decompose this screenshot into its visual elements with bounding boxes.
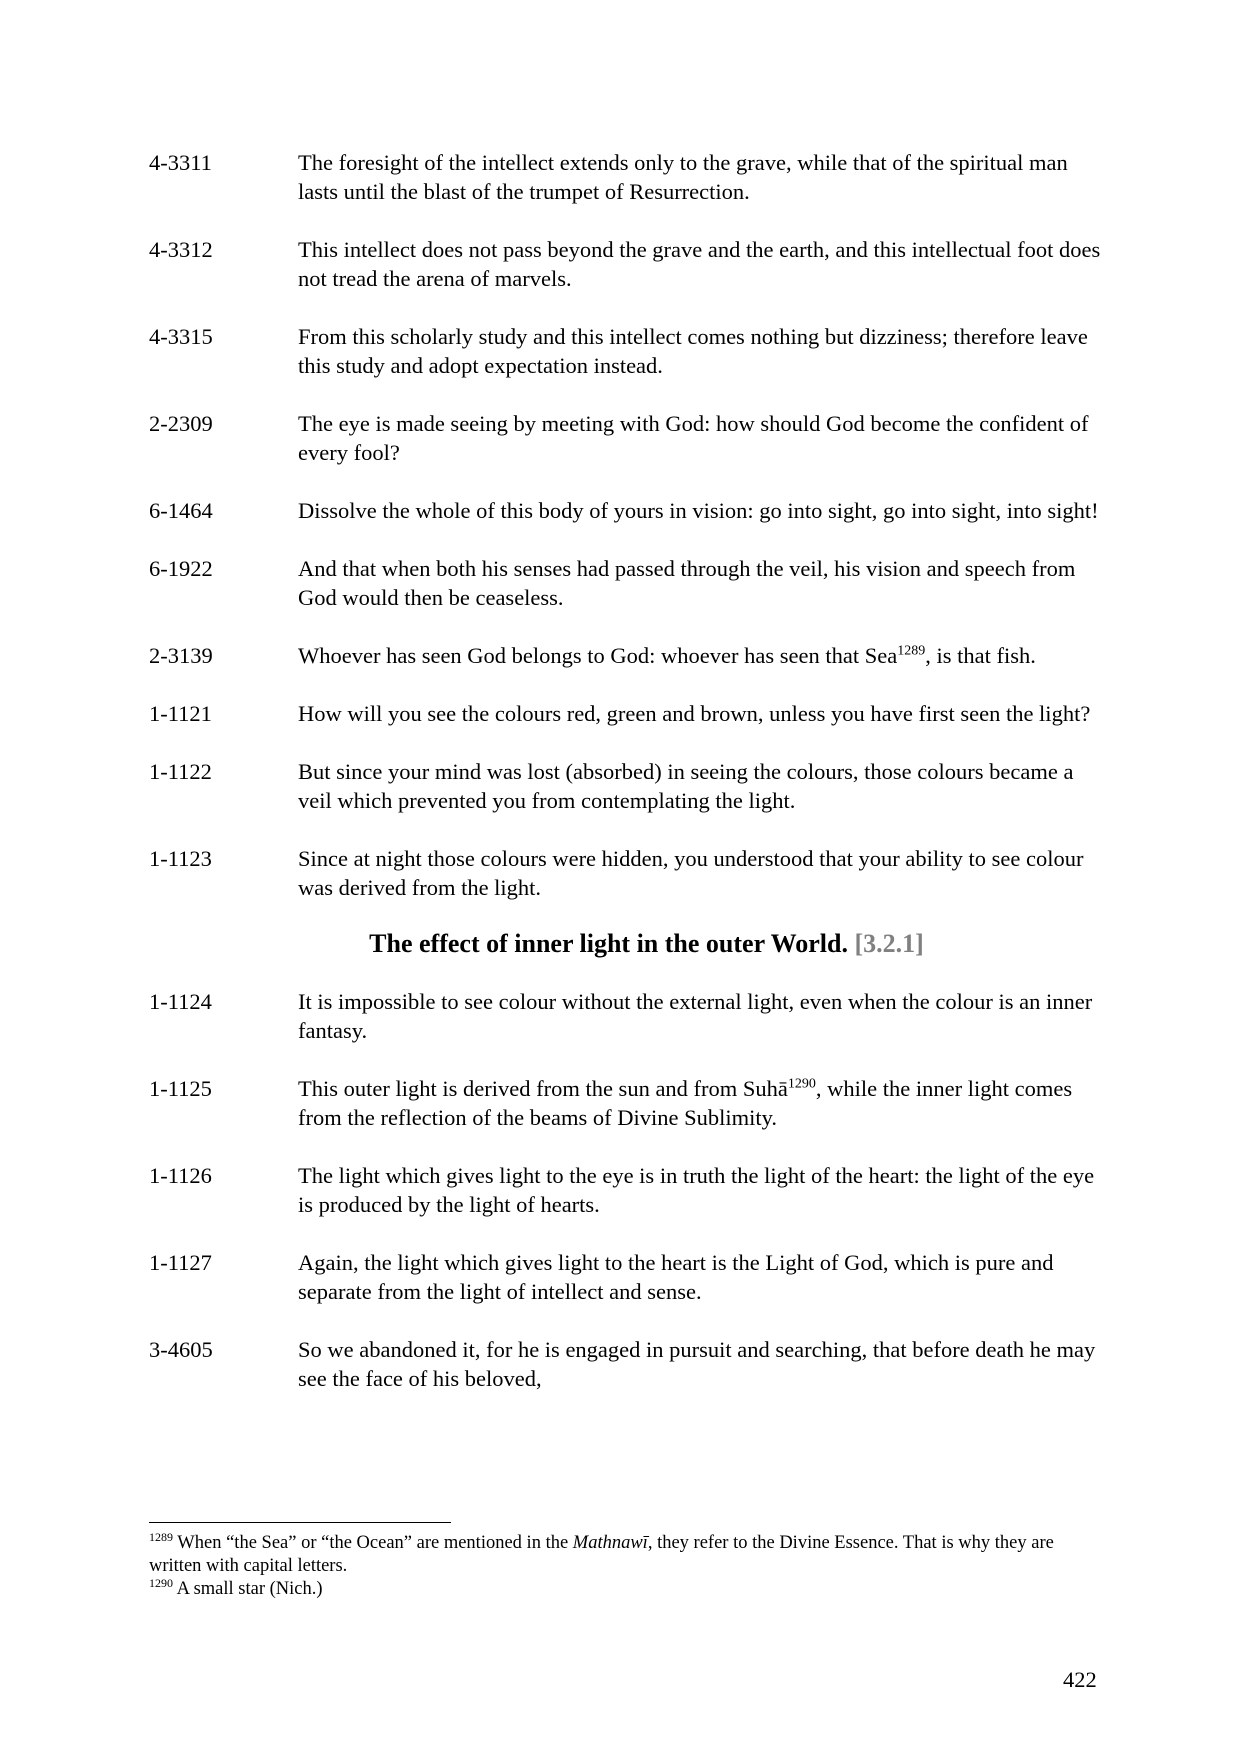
footnote xyxy=(149,1575,1069,1601)
verse-number: 1-1126 xyxy=(149,1163,212,1188)
verse-text-part: Whoever has seen God belongs to God: whoever has seen that Sea xyxy=(298,643,898,668)
verse-text xyxy=(298,641,1104,670)
footnotes xyxy=(149,1529,1069,1601)
section-heading xyxy=(149,927,1104,961)
verse-entry xyxy=(149,148,1104,206)
footnote xyxy=(149,1529,1069,1578)
verse-entry xyxy=(149,496,1104,525)
verse-entry xyxy=(149,409,1104,467)
verse-text: It is impossible to see colour without the external light, even when the colour is an inner fantasy. xyxy=(298,989,1093,1043)
footnote-number: 1289 xyxy=(149,1529,173,1544)
verse-number: 2-2309 xyxy=(149,411,213,436)
footnote-italic: Mathnawī xyxy=(572,1533,648,1553)
verse-text: The eye is made seeing by meeting with God: how should God become the confident of every fool? xyxy=(298,411,1089,465)
verse-entry xyxy=(149,1335,1104,1393)
verse-text: How will you see the colours red, green and brown, unless you have first seen the light? xyxy=(298,701,1091,726)
verse-text: The foresight of the intellect extends only to the grave, while that of the spiritual man lasts until the blast of the trumpet of Resurrection. xyxy=(298,150,1068,204)
verse-entry xyxy=(149,1074,1104,1132)
footnote-text: When “the Sea” or “the Ocean” are mentioned in the xyxy=(173,1533,573,1553)
verse-number: 1-1125 xyxy=(149,1076,212,1101)
verse-entry xyxy=(149,1248,1104,1306)
verse-text: Dissolve the whole of this body of yours in vision: go into sight, go into sight, into sight! xyxy=(298,498,1099,523)
footnote-ref: 1289 xyxy=(897,643,926,659)
footnote-ref: 1290 xyxy=(787,1076,816,1092)
verse-entry xyxy=(149,757,1104,815)
heading-title: The effect of inner light in the outer World. xyxy=(369,929,848,958)
verse-text xyxy=(298,1074,1104,1132)
verse-entry xyxy=(149,554,1104,612)
verse-text: The light which gives light to the eye is in truth the light of the heart: the light of the eye is produced by the light of hearts. xyxy=(298,1163,1095,1217)
verse-entry xyxy=(149,322,1104,380)
verse-number: 1-1123 xyxy=(149,846,212,871)
verse-number: 2-3139 xyxy=(149,643,213,668)
verse-text: But since your mind was lost (absorbed) in seeing the colours, those colours became a veil which prevented you from contemplating the light. xyxy=(298,759,1074,813)
verse-entry xyxy=(149,987,1104,1045)
verse-text-part: This outer light is derived from the sun and from Suhā xyxy=(298,1076,788,1101)
footnote-divider xyxy=(149,1522,451,1523)
verse-number: 6-1464 xyxy=(149,498,213,523)
footnote-text: , they refer to the Divine Essence. That is why they are written with capital letters. xyxy=(149,1533,1054,1576)
verse-text: From this scholarly study and this intellect comes nothing but dizziness; therefore leave this study and adopt expectation instead. xyxy=(298,324,1088,378)
verse-text: Again, the light which gives light to the heart is the Light of God, which is pure and separate from the light of intellect and sense. xyxy=(298,1250,1054,1304)
verse-text: And that when both his senses had passed through the veil, his vision and speech from God would then be ceaseless. xyxy=(298,556,1076,610)
verse-number: 1-1122 xyxy=(149,759,212,784)
verse-number: 4-3311 xyxy=(149,150,212,175)
verse-entry xyxy=(149,235,1104,293)
verse-text-part: , is that fish. xyxy=(925,643,1036,668)
footnote-number: 1290 xyxy=(149,1575,173,1590)
verse-list xyxy=(149,148,1104,1422)
verse-text: Since at night those colours were hidden, you understood that your ability to see colour was derived from the light. xyxy=(298,846,1084,900)
verse-number: 1-1124 xyxy=(149,989,212,1014)
page-number: 422 xyxy=(1063,1667,1097,1692)
verse-text: This intellect does not pass beyond the grave and the earth, and this intellectual foot does not tread the arena of marvels. xyxy=(298,237,1101,291)
verse-text-part: , while the inner light comes from the reflection of the beams of Divine Sublimity. xyxy=(298,1076,1073,1130)
verse-entry xyxy=(149,1161,1104,1219)
verse-number: 1-1127 xyxy=(149,1250,212,1275)
verse-number: 4-3312 xyxy=(149,237,213,262)
verse-number: 1-1121 xyxy=(149,701,212,726)
verse-entry xyxy=(149,641,1104,670)
verse-number: 4-3315 xyxy=(149,324,213,349)
verse-entry xyxy=(149,844,1104,902)
footnote-text: A small star (Nich.) xyxy=(173,1579,323,1599)
heading-ref: [3.2.1] xyxy=(854,929,924,958)
verse-text: So we abandoned it, for he is engaged in pursuit and searching, that before death he may see the face of his beloved, xyxy=(298,1337,1096,1391)
verse-entry xyxy=(149,699,1104,728)
verse-number: 6-1922 xyxy=(149,556,213,581)
verse-number: 3-4605 xyxy=(149,1337,213,1362)
